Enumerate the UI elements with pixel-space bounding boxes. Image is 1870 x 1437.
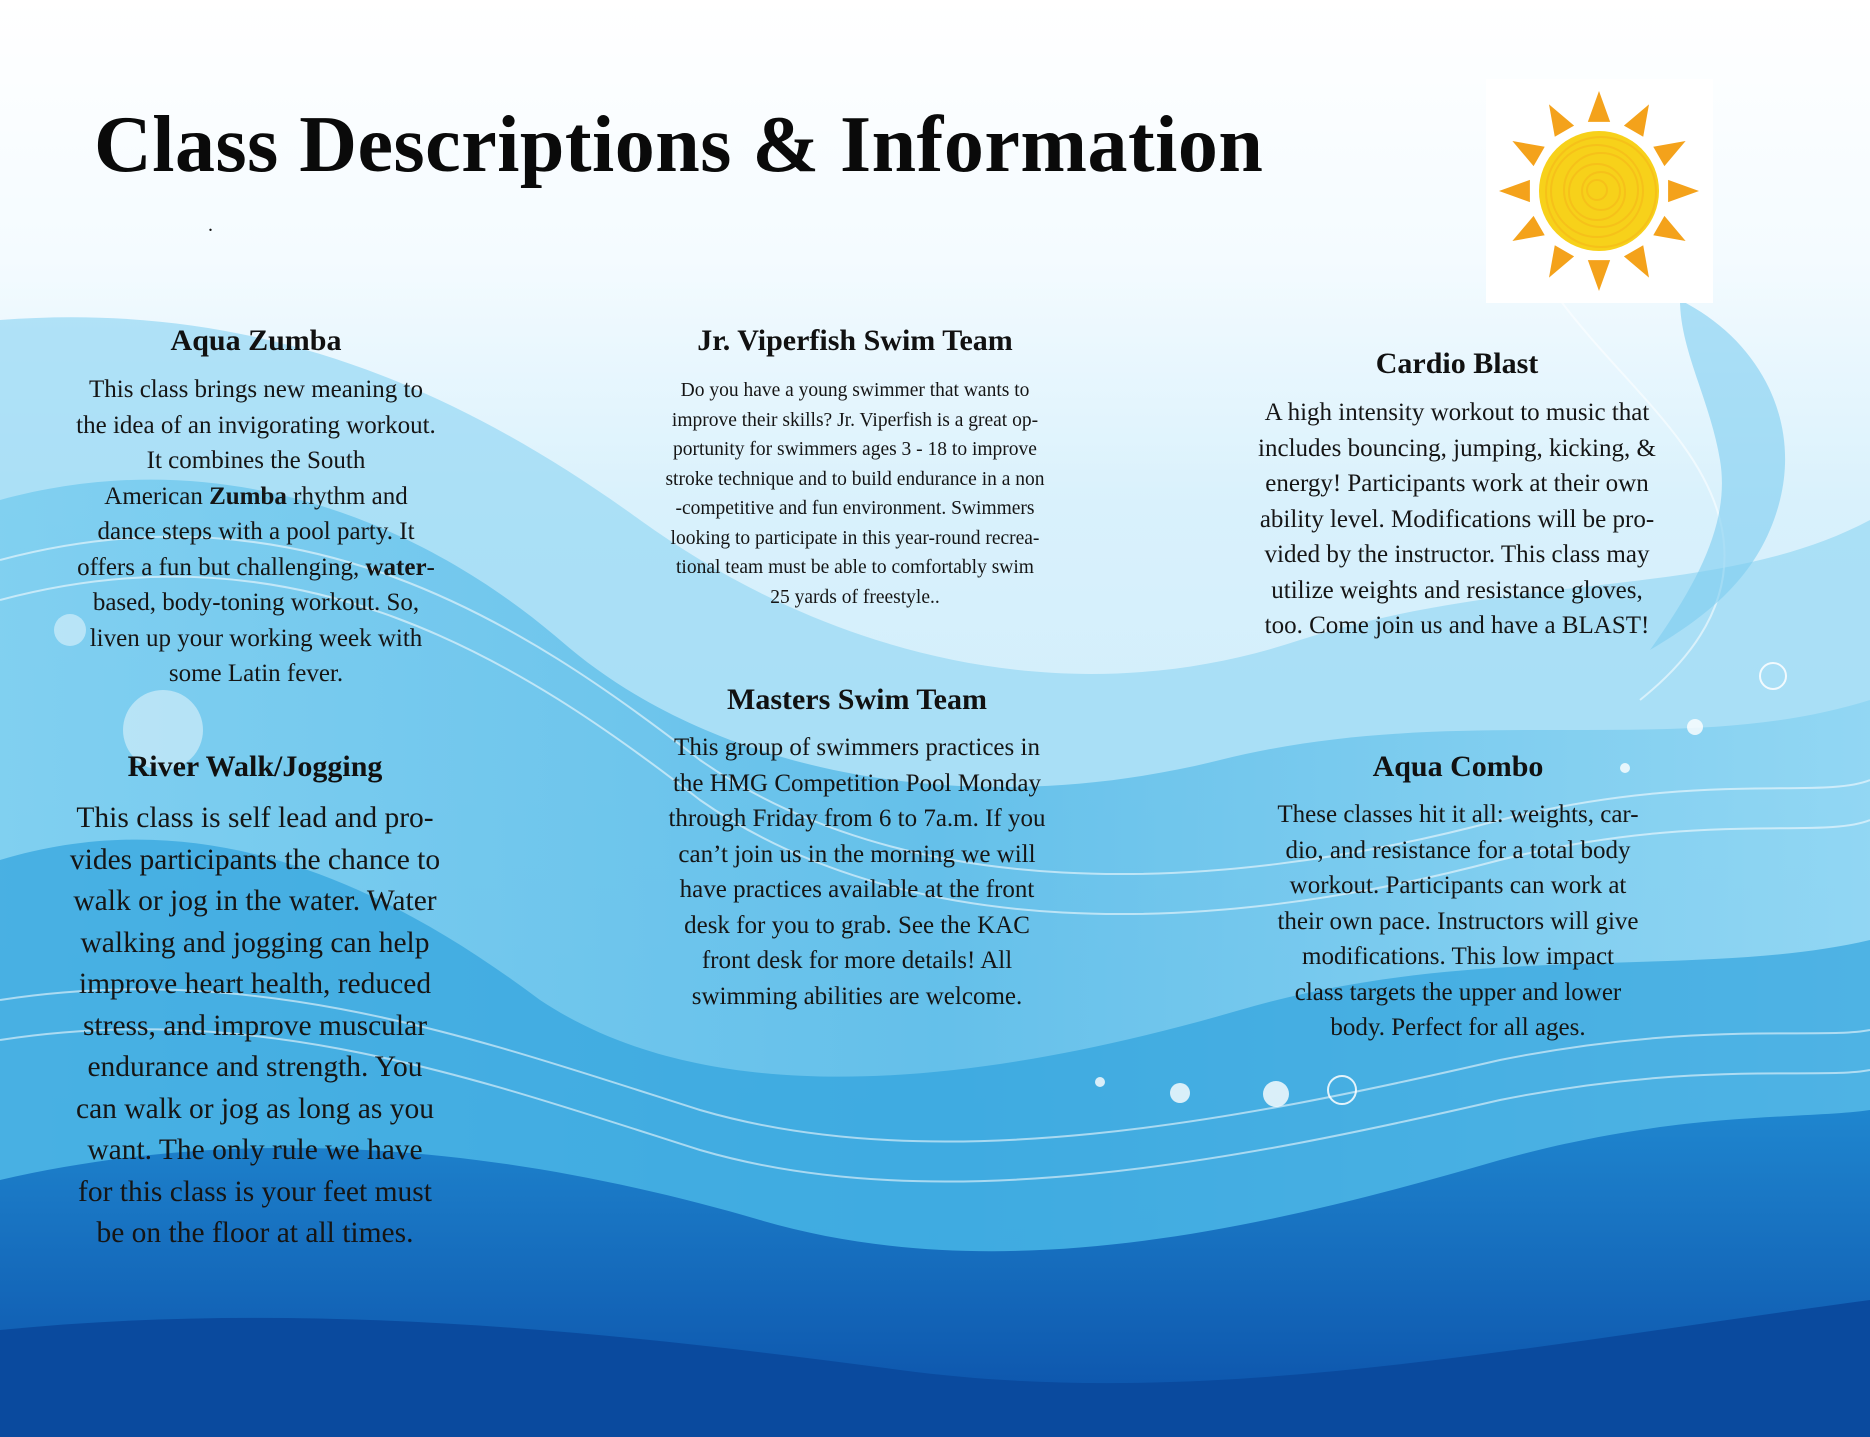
class-river-walk-jogging [40, 750, 470, 1255]
class-description: This class brings new meaning to the idea of an invigorating workout. It combines the South American Zumba rhythm and dance steps with a pool party. It offers a fun but challenging, water- based, body-toning workout. So, liven up your working week with some Latin fever. [76, 376, 436, 687]
class-cardio-blast [1226, 347, 1688, 644]
sun-ray [1653, 216, 1685, 241]
class-aqua-zumba [46, 324, 466, 692]
sun-ray [1624, 104, 1649, 136]
sun-core [1539, 131, 1659, 251]
stray-dot-mark: . [208, 214, 213, 236]
class-heading: Jr. Viperfish Swim Team [697, 324, 1013, 357]
sun-ray [1499, 180, 1530, 202]
emphasis-text: Zumba [209, 482, 287, 510]
sun-ray [1653, 141, 1685, 166]
sun-ray [1512, 141, 1544, 166]
class-heading: Cardio Blast [1375, 347, 1539, 380]
class-heading: Aqua Zumba [170, 324, 342, 357]
sun-ray [1588, 91, 1610, 122]
class-description: This group of swimmers practices in the HMG Competition Pool Monday through Friday from 6 to 7a.m. If you can’t join us in the morning we will have practices available at the front desk for you to grab. See the KAC front desk for more details! All swimming abilities are welcome. [668, 734, 1046, 1010]
class-aqua-combo [1246, 750, 1670, 1046]
class-masters-swim-team [632, 683, 1082, 1014]
sun-drawing-icon [1486, 79, 1713, 303]
sun-ray [1668, 180, 1699, 202]
class-heading: Masters Swim Team [727, 683, 987, 716]
sun-ray [1588, 260, 1610, 291]
class-jr-viperfish-swim-team [618, 324, 1092, 612]
sun-ray [1624, 245, 1649, 277]
sun-ray [1549, 104, 1574, 136]
class-description: Do you have a young swimmer that wants to improve their skills? Jr. Viperfish is a great op- portunity for swimmers ages 3 - 18 to improve stroke technique and to build endurance in a non -competitive and fun environment. Swimmers looking to participate in this year-round recrea- tional team must be able to comfortably swim 25 yards of freestyle.. [665, 380, 1045, 608]
sun-ray [1512, 216, 1544, 241]
class-description: These classes hit it all: weights, car- dio, and resistance for a total body workout. Participants can work at their own pace. Instructors will give modifications. This low impact class targets the upper and lower body. Perfect for all ages. [1277, 801, 1639, 1041]
emphasis-text: water [365, 553, 427, 581]
page-title: Class Descriptions & Information [94, 101, 1264, 189]
class-description: A high intensity workout to music that includes bouncing, jumping, kicking, & energy! Participants work at their own ability level. Modifications will be pro- vided by the instructor. This class may utilize weights and resistance gloves, too. Come join us and have a BLAST! [1258, 399, 1656, 639]
class-heading: River Walk/Jogging [127, 750, 383, 783]
class-heading: Aqua Combo [1372, 750, 1544, 783]
class-description: This class is self lead and pro- vides participants the chance to walk or jog in the water. Water walking and jogging can help improve heart health, reduced stress, and improve muscular endurance and strength. You can walk or jog as long as you want. The only rule we have for this class is your feet must be on the floor at all times. [69, 802, 441, 1249]
sun-ray [1549, 245, 1574, 277]
